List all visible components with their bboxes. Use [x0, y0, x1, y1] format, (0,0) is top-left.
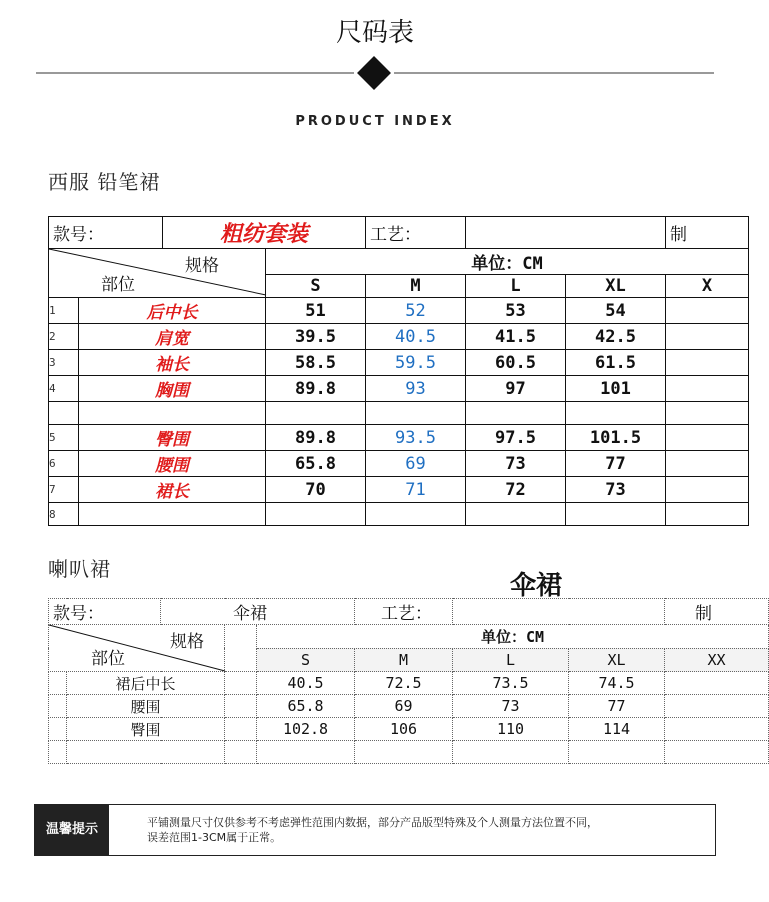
craft-label-2: 工艺： — [355, 599, 453, 625]
cut-label-2: 制 — [665, 599, 769, 625]
row-index: 6 — [49, 451, 79, 477]
row-value: 69 — [355, 695, 453, 718]
row-value — [466, 402, 566, 425]
size-table-flare — [48, 598, 726, 764]
notice-line-2: 误差范围1-3CM属于正常。 — [147, 831, 282, 844]
section-title-suit-skirt: 西服 铅笔裙 — [48, 170, 161, 194]
unit-label-2: 单位：CM — [257, 625, 769, 649]
size-xl: XL — [566, 275, 666, 298]
row-value — [666, 298, 749, 324]
row-index: 3 — [49, 350, 79, 376]
row-part: 后中长 — [79, 298, 266, 324]
row-value: 106 — [355, 718, 453, 741]
spec-label: 规格 — [185, 256, 219, 276]
row-value: 53 — [466, 298, 566, 324]
row-value: 73 — [453, 695, 569, 718]
notice-box — [34, 804, 716, 856]
table-row — [49, 718, 769, 741]
row-margin — [49, 695, 67, 718]
row-value: 71 — [366, 477, 466, 503]
row-value: 65.8 — [266, 451, 366, 477]
row-value — [666, 324, 749, 350]
row-part: 臀围 — [79, 425, 266, 451]
row-value: 97.5 — [466, 425, 566, 451]
row-index: 7 — [49, 477, 79, 503]
row-value: 72 — [466, 477, 566, 503]
row-value: 73.5 — [453, 672, 569, 695]
craft-value-2 — [453, 599, 665, 625]
row-part: 胸围 — [79, 376, 266, 402]
row-margin — [49, 672, 67, 695]
row-value — [666, 376, 749, 402]
style-name: 粗纺套装 — [163, 217, 366, 249]
size-m-2: M — [355, 648, 453, 672]
row-part: 腰围 — [79, 451, 266, 477]
row-value: 58.5 — [266, 350, 366, 376]
row-value — [666, 503, 749, 526]
row-value: 110 — [453, 718, 569, 741]
row-value — [666, 425, 749, 451]
row-part: 肩宽 — [79, 324, 266, 350]
row-value — [665, 741, 769, 764]
spec-part-header — [49, 249, 266, 298]
table-row — [49, 741, 769, 764]
row-index: 4 — [49, 376, 79, 402]
notice-line-1: 平铺测量尺寸仅供参考不考虑弹性范围内数据，部分产品版型特殊及个人测量方法位置不同， — [147, 816, 598, 829]
title-divider-left — [36, 72, 354, 74]
row-margin — [49, 741, 67, 764]
row-value: 93 — [366, 376, 466, 402]
style-name-2: 伞裙 — [161, 599, 355, 625]
cut-label: 制 — [666, 217, 749, 249]
row-index: 2 — [49, 324, 79, 350]
size-l-2: L — [453, 648, 569, 672]
table-row — [49, 350, 749, 376]
row-value: 40.5 — [257, 672, 355, 695]
row-value: 97 — [466, 376, 566, 402]
row-value — [355, 741, 453, 764]
row-value: 70 — [266, 477, 366, 503]
row-value — [666, 350, 749, 376]
row-spacer — [225, 695, 257, 718]
notice-text — [147, 815, 707, 845]
row-value — [666, 402, 749, 425]
row-part: 裙后中长 — [67, 672, 225, 695]
row-value — [566, 503, 666, 526]
row-value: 101 — [566, 376, 666, 402]
row-part: 腰围 — [67, 695, 225, 718]
row-value: 89.8 — [266, 425, 366, 451]
size-m: M — [366, 275, 466, 298]
row-value: 89.8 — [266, 376, 366, 402]
row-index — [49, 402, 79, 425]
table-row — [49, 477, 749, 503]
row-value: 42.5 — [566, 324, 666, 350]
row-value: 77 — [566, 451, 666, 477]
row-spacer — [225, 718, 257, 741]
size-table-suit — [48, 216, 713, 526]
row-value: 101.5 — [566, 425, 666, 451]
row-value: 59.5 — [366, 350, 466, 376]
size-s-2: S — [257, 648, 355, 672]
row-part — [79, 503, 266, 526]
title-divider-right — [394, 72, 714, 74]
row-value — [665, 718, 769, 741]
row-value — [566, 402, 666, 425]
row-spacer — [225, 672, 257, 695]
style-no-label: 款号： — [49, 217, 163, 249]
row-value: 60.5 — [466, 350, 566, 376]
table-row — [49, 402, 749, 425]
row-margin — [49, 718, 67, 741]
table-row — [49, 451, 749, 477]
row-part: 袖长 — [79, 350, 266, 376]
page-title: 尺码表 — [335, 18, 414, 48]
page-subtitle: PRODUCT INDEX — [295, 114, 455, 129]
row-value — [366, 402, 466, 425]
row-value — [666, 477, 749, 503]
row-value — [453, 741, 569, 764]
row-part: 裙长 — [79, 477, 266, 503]
table-row — [49, 672, 769, 695]
size-l: L — [466, 275, 566, 298]
row-index: 8 — [49, 503, 79, 526]
section-banner: 伞裙 — [510, 571, 563, 601]
row-index: 1 — [49, 298, 79, 324]
row-part — [67, 741, 225, 764]
table-row — [49, 324, 749, 350]
size-s: S — [266, 275, 366, 298]
row-value: 77 — [569, 695, 665, 718]
row-value: 74.5 — [569, 672, 665, 695]
style-no-label-2: 款号： — [49, 599, 161, 625]
part-label-2: 部位 — [91, 649, 125, 669]
row-value — [266, 402, 366, 425]
row-value — [666, 451, 749, 477]
part-label: 部位 — [101, 275, 135, 295]
spec-part-header-2 — [49, 625, 225, 672]
table-row — [49, 503, 749, 526]
unit-label: 单位：CM — [266, 249, 749, 275]
row-value: 72.5 — [355, 672, 453, 695]
row-value — [665, 672, 769, 695]
spacer-cell — [225, 625, 257, 672]
row-index: 5 — [49, 425, 79, 451]
row-value: 73 — [566, 477, 666, 503]
row-value: 52 — [366, 298, 466, 324]
row-part: 臀围 — [67, 718, 225, 741]
row-value — [257, 741, 355, 764]
row-value: 51 — [266, 298, 366, 324]
row-spacer — [225, 741, 257, 764]
size-xl-2: XL — [569, 648, 665, 672]
row-value: 73 — [466, 451, 566, 477]
row-value: 114 — [569, 718, 665, 741]
size-xx-2: XX — [665, 648, 769, 672]
table-row — [49, 298, 749, 324]
row-value: 69 — [366, 451, 466, 477]
row-value: 93.5 — [366, 425, 466, 451]
row-value: 41.5 — [466, 324, 566, 350]
row-value — [665, 695, 769, 718]
header-diagonal-line — [49, 249, 266, 295]
spec-label-2: 规格 — [170, 632, 204, 652]
notice-label: 温馨提示 — [35, 805, 109, 855]
table-row — [49, 376, 749, 402]
row-part — [79, 402, 266, 425]
row-value — [266, 503, 366, 526]
row-value — [366, 503, 466, 526]
row-value: 65.8 — [257, 695, 355, 718]
row-value: 102.8 — [257, 718, 355, 741]
row-value — [569, 741, 665, 764]
section-title-flare-skirt: 喇叭裙 — [48, 557, 111, 581]
craft-value — [466, 217, 666, 249]
row-value: 54 — [566, 298, 666, 324]
row-value: 61.5 — [566, 350, 666, 376]
row-value: 39.5 — [266, 324, 366, 350]
table-row — [49, 425, 749, 451]
table-row — [49, 695, 769, 718]
diamond-ornament-icon — [357, 56, 391, 90]
row-value — [466, 503, 566, 526]
row-value: 40.5 — [366, 324, 466, 350]
craft-label: 工艺： — [366, 217, 466, 249]
size-x: X — [666, 275, 749, 298]
